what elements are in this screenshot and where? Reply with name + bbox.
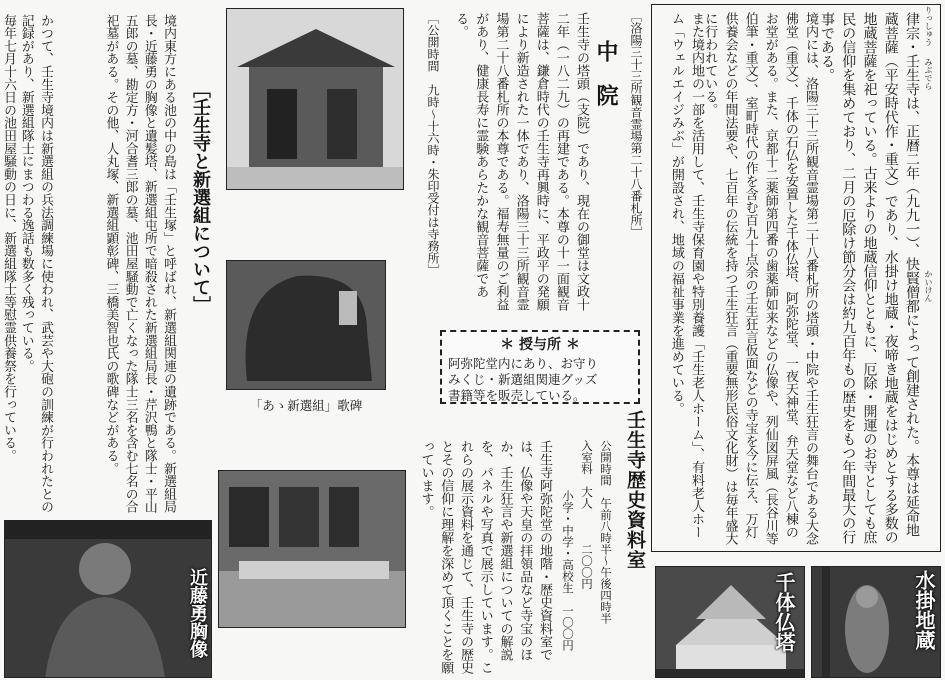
ruby-mibudera: みぶでら (924, 58, 933, 90)
museum-title: 壬生寺歴史資料室 (624, 410, 646, 570)
juyosho-title: ＊ 授与所 ＊ (500, 337, 580, 353)
kahi-monument-photo (226, 260, 386, 390)
museum-fee-child: 小学・中学・高校生 一〇〇円 (561, 490, 575, 651)
mizukake-caption: 水掛地蔵 (912, 570, 936, 650)
exhibit-room-illustration (219, 471, 406, 628)
museum-hours: 公開時間 午前八時半～午後四時半 (599, 440, 613, 624)
ruby-kaiken: かいけん (924, 270, 933, 302)
juyosho-line-1: 阿弥陀堂内にあり、お守り (448, 356, 599, 371)
chuin-label: ［洛陽三十三所観音霊場第二十八番札所］ (629, 10, 643, 238)
chuin-hours: ［公開時間 九時～十六時・朱印受付は寺務所］ (426, 12, 440, 276)
chuin-title: 中 院 (593, 40, 618, 106)
chuin-temple-photo (226, 8, 404, 190)
museum-interior-photo (218, 470, 406, 628)
temple-intro-text: 律宗・壬生寺は、正暦二年（九九一）、快賢僧都によって創建された。本尊は延命地蔵菩薩（平安時代作・重文）であり、水掛け地蔵・夜啼き地蔵をはじめとする多数の地蔵菩薩を祀っている。古来よりの地蔵信仰とともに、厄除・開運のお寺としても庶民の信仰を集めており、二月の厄除け節分会は約九百年もの歴史をもつ年間最大の行事である。 (818, 12, 920, 544)
senbutsu-caption: 千体仏塔 (772, 572, 796, 652)
museum-fee-adult: 入室料 大人 二〇〇円 (580, 440, 594, 590)
juyosho-line-3: 書籍等を販売している。 (448, 388, 586, 403)
temple-building-illustration (227, 9, 404, 190)
shinsengumi-text-3: 毎年七月十六日の池田屋騒動の日に、新選組隊士等慰霊供養祭を行っている。 (1, 14, 16, 462)
juyosho-line-2: みくじ・新選組関連グッズ (448, 372, 598, 387)
ruby-ritsushu: りっしゅう (924, 6, 933, 46)
shinsengumi-text-2: かつて、壬生寺境内は新選組の兵法調練場に使われ、武芸や大砲の訓練が行われたとの記録があり、新選組隊士にまつわる逸話も数多く残っている。 (18, 14, 53, 514)
temple-body-text: 境内には、洛陽三十三所観音霊場第二十八番札所の塔頭・中院や壬生狂言の舞台である大念佛堂（重文）、千体の石仏を安置した千体仏塔、阿弥陀堂、一夜天神堂、弁天堂など八棟のお堂がある。また、京都十二薬師第四番の歯薬師如来などの仏像や、列仙図屏風（長谷川等伯筆・重文）、室町時代の作を含む百九十点余の壬生狂言仮面などの寺宝を今に伝え、万灯供養会などの年間法要や、七百年の伝統を持つ壬生狂言（重要無形民俗文化財）は毎年盛大に行われている。 (702, 12, 818, 545)
temple-welfare-text: また境内地の一部を活用して、壬生寺保育園や特別養護「壬生老人ホーム」、有料老人ホーム「ウェルエイジみぶ」が開設され、地域の福祉事業を進めている。 (668, 12, 704, 539)
kahi-caption: 「あゝ新選組」歌碑 (249, 398, 363, 413)
kondo-caption: 近藤勇胸像 (187, 568, 208, 658)
stone-monument-illustration (227, 261, 386, 390)
museum-description: 壬生寺阿弥陀堂の地階・歴史資料室では、仏像や天皇の拝領品など寺宝のほか、壬生狂言や新選組についての解説を、パネルや写真で展示しています。これらの展示資料を通じて、壬生寺の歴史とその信仰に理解を深めて頂くことを願っています。 (418, 440, 552, 674)
chuin-description: 壬生寺の塔頭（支院）であり、現在の御堂は文政十二年（一八二九）の再建である。本尊の十一面観音菩薩は、鎌倉時代の壬生寺再興時に、平政平の発願により新造された一体であり、洛陽三十三所観音霊場第二十八番札所の本尊である。福寿無量のご利益があり、健康長寿に霊験あらたかな観音菩薩である。 (453, 12, 589, 311)
shinsengumi-title: ［壬生寺と新選組について］ (190, 80, 211, 314)
shinsengumi-text-1: 境内東方にある池の中の島は「壬生塚」と呼ばれ、新選組関連の遺跡である。新選組局長・近藤勇の胸像と遺髪塔、新選組屯所で暗殺された新選組局長・芹沢鴨と隊士・平山五郎の墓、勘定方・河合耆三郎の墓、池田屋騒動で亡くなった隊士三名を含む七名の合祀墓がある。その他、人丸塚、新選組顕彰碑、三橋美智也氏の歌碑などがある。 (103, 14, 176, 514)
